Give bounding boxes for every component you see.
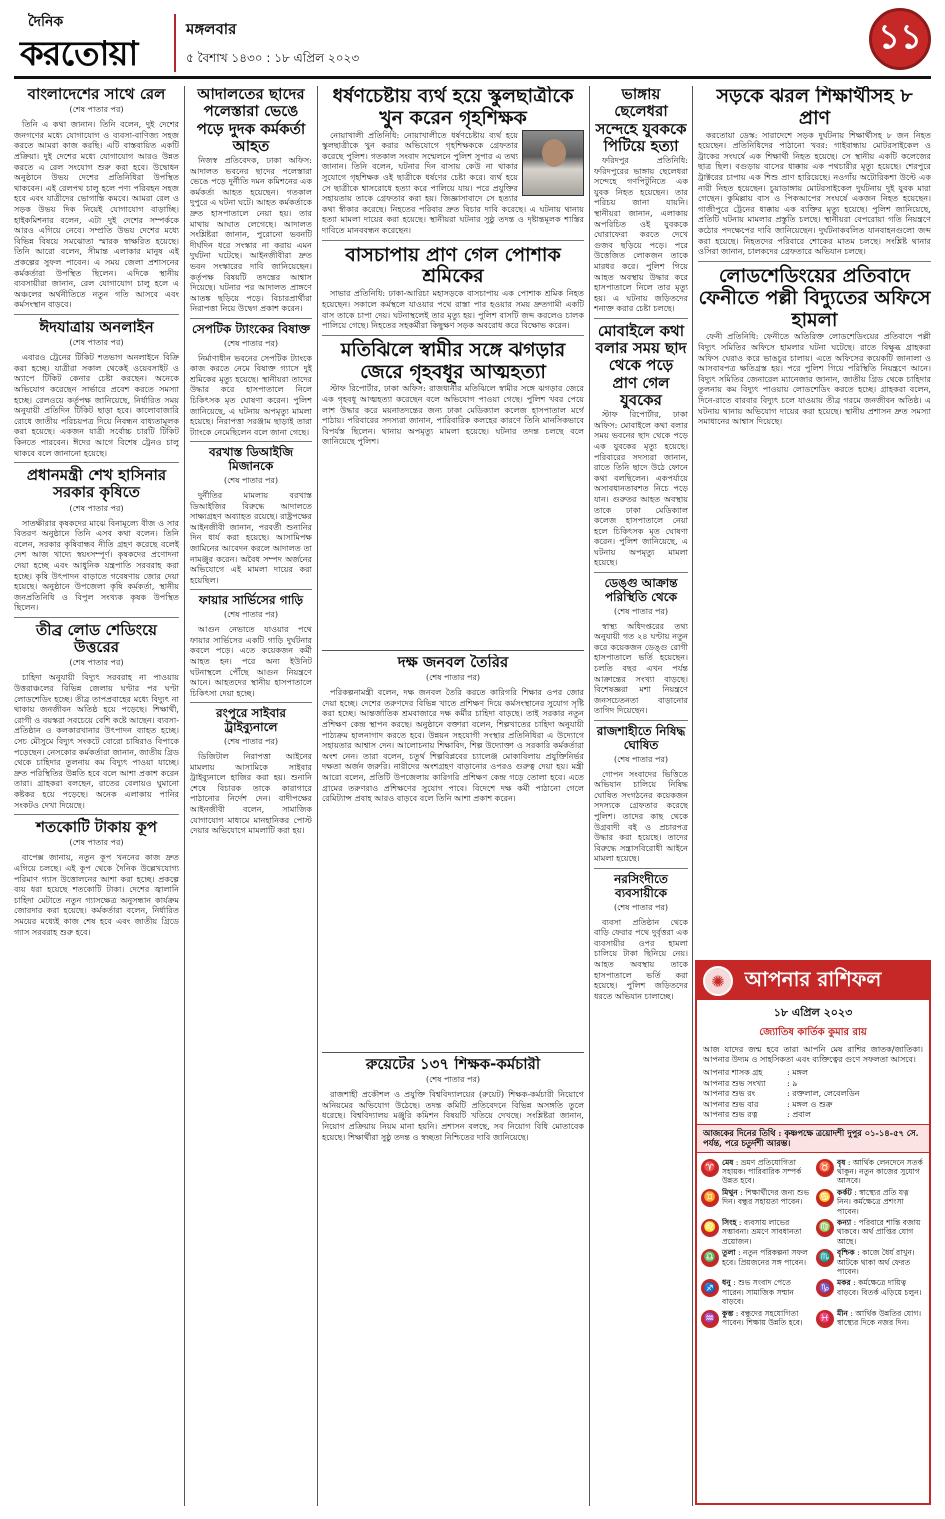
story-body xyxy=(14,119,179,310)
story-headline: দক্ষ জনবল তৈরির xyxy=(397,654,509,671)
story-paragraph: স্টাফ রিপোর্টার, ঢাকা অফিস: মোবাইলে কথা বলার সময় ভবনের ছাদ থেকে পড়ে এক যুবকের মৃত্যু হয়েছে। পরিবারের সদস্যরা জানান, রাতে তিনি ছাদে উঠে ফোনে কথা বলছিলেন। একপর্যায়ে অসাবধানতাবশত নিচে পড়ে যান। গুরুতর আহত অবস্থায় তাকে ঢাকা মেডিক্যাল কলেজ হাসপাতালে নেয়া হলে চিকিৎসক মৃত ঘোষণা করেন। পুলিশ জানিয়েছে, এ ঘটনায় অপমৃত্যু মামলা হয়েছে। xyxy=(594,409,688,568)
zodiac-sign-text: মিথুন : শিক্ষার্থীদের জন্য শুভ দিন। বন্ধুর সহায়তা পাবেন। xyxy=(722,1187,810,1207)
story-paragraph: সাভার প্রতিনিধি: ঢাকা-আরিচা মহাসড়কে বাসচাপায় এক পোশাক শ্রমিক নিহত হয়েছেন। সকালে কর্মস্থলে যাওয়ার পথে রাস্তা পার হওয়ার সময় দ্রুতগামী একটি বাস তাকে চাপা দেয়। ঘটনাস্থলেই তার মৃত্যু হয়। পুলিশ বাসটি জব্দ করলেও চালক পালিয়ে গেছে। নিহতের সহকর্মীরা কিছুক্ষণ সড়ক অবরোধ করে বিক্ষোভ করেন। xyxy=(322,288,584,331)
story-body xyxy=(594,917,688,1002)
story-headline: শতকোটি টাকায় কূপ xyxy=(36,818,157,837)
news-story xyxy=(14,319,179,458)
story-body xyxy=(594,769,688,864)
astrologer-name: জ্যোতিষ কার্তিক কুমার রায় xyxy=(759,1027,867,1038)
horoscope-title: আপনার রাশিফল xyxy=(744,966,882,991)
lucky-info-row xyxy=(703,1100,923,1111)
zodiac-sign-icon: ♍ xyxy=(816,1219,834,1237)
column-divider xyxy=(317,86,318,1506)
zodiac-sign-entry xyxy=(701,1218,810,1246)
story-body xyxy=(322,288,584,330)
zodiac-sign-icon: ♊ xyxy=(701,1189,719,1207)
story-body xyxy=(322,1089,584,1142)
lucky-value: : ৯ xyxy=(787,1078,798,1088)
zodiac-sign-entry xyxy=(701,1188,810,1216)
story-separator xyxy=(594,318,688,319)
lucky-value: : মঙ্গল xyxy=(787,1068,808,1077)
zodiac-sign-name: মেষ xyxy=(722,1157,734,1167)
news-story xyxy=(322,1056,584,1142)
story-body xyxy=(190,624,312,698)
news-story xyxy=(190,86,312,314)
story-headline: রাজশাহীতে নিষিদ্ধ ঘোষিত xyxy=(596,724,686,752)
news-story xyxy=(698,86,931,257)
zodiac-wheel-icon: ✺ xyxy=(703,966,733,996)
story-headline: মোবাইলে কথা বলার সময় ছাদ থেকে পড়ে প্রাণ গেল যুবকের xyxy=(595,321,687,409)
story-paragraph: নোয়াখালী প্রতিনিধি: নোয়াখালীতে ধর্ষণচেষ্টায় ব্যর্থ হয়ে স্কুলছাত্রীকে খুন করার অভিযোগে গৃহশিক্ষককে গ্রেফতার করেছে পুলিশ। গতকাল সংবাদ সম্মেলনে পুলিশ সুপার এ তথ্য জানান। তিনি বলেন, ঘটনার দিন বাসায় কেউ না থাকার সুযোগে গৃহশিক্ষক ওই ছাত্রীকে ধর্ষণের চেষ্টা করে। ব্যর্থ হয়ে সে ছাত্রীকে শ্বাসরোধে হত্যা করে পালিয়ে যায়। পরে প্রযুক্তির সহায়তায় তাকে গ্রেফতার করা হয়। জিজ্ঞাসাবাদে সে হত্যার কথা স্বীকার করেছে। নিহতের পরিবার দ্রুত বিচার দাবি করেছে। এ ঘটনায় থানায় হত্যা মামলা দায়ের করা হয়েছে। স্থানীয়রা ঘটনার সুষ্ঠু তদন্ত ও দৃষ্টান্তমূলক শাস্তির দাবিতে মানববন্ধন করেছেন। xyxy=(322,129,584,236)
zodiac-sign-icon: ♒ xyxy=(701,1310,719,1328)
lucky-value: : প্রবাল xyxy=(787,1110,811,1119)
newspaper-logo xyxy=(14,10,164,74)
zodiac-sign-text: ধনু : শুভ সংবাদ পেতে পারেন। সামাজিক সম্মান বাড়বে। xyxy=(722,1278,794,1307)
story-separator xyxy=(14,314,179,315)
news-story xyxy=(594,577,688,716)
continuation-note: (শেষ পাতার পর) xyxy=(223,476,279,486)
lucky-value: : রক্তলাল, লেবেলডিন xyxy=(787,1089,860,1098)
story-separator xyxy=(190,702,312,703)
news-story xyxy=(190,446,312,585)
zodiac-sign-forecast: কাজে ধৈর্য রাখুন। আটকে থাকা অর্থ ফেরত পাবেন। xyxy=(837,1248,915,1276)
issue-date: ৫ বৈশাখ ১৪৩০ : ১৮ এপ্রিল ২০২৩ xyxy=(186,51,360,65)
zodiac-sign-forecast: আর্থিক উন্নতির যোগ। স্বাস্থ্যের দিকে নজর দিন। xyxy=(837,1308,922,1327)
lucky-key: আপনার শুভ রত্ন xyxy=(703,1110,758,1119)
zodiac-sign-text: সিংহ : ব্যবসায় লাভের সম্ভাবনা। ভ্রমণে সাবধানতা প্রয়োজন। xyxy=(722,1217,802,1246)
story-separator xyxy=(190,318,312,319)
story-paragraph: ব্যবসা প্রতিষ্ঠান থেকে বাড়ি ফেরার পথে দুর্বৃত্তরা এক ব্যবসায়ীর ওপর হামলা চালিয়ে টাকা ছিনিয়ে নেয়। আহত অবস্থায় তাকে হাসপাতালে ভর্তি করা হয়েছে। পুলিশ জড়িতদের ধরতে অভিযান চালাচ্ছে। xyxy=(594,916,688,1001)
story-headline: ভাঙ্গায় ছেলেধরা সন্দেহে যুবককে পিটিয়ে হত্যা xyxy=(595,86,687,155)
zodiac-sign-forecast: বন্ধুদের সহযোগিতা পাবেন। শিক্ষায় উন্নতি হবে। xyxy=(722,1308,803,1327)
zodiac-sign-entry xyxy=(816,1218,925,1246)
continuation-note: (শেষ পাতার পর) xyxy=(69,338,124,348)
story-body xyxy=(190,490,312,585)
story-headline: বরখাস্ত ডিআইজি মিজানকে xyxy=(208,445,294,474)
zodiac-sign-forecast: নতুন পরিকল্পনা সফল হবে। প্রিয়জনের সঙ্গ পাবেন। xyxy=(722,1248,808,1267)
story-paragraph: নির্মাণাধীন ভবনের সেপটিক ট্যাংকে কাজ করতে নেমে বিষাক্ত গ্যাসে দুই শ্রমিকের মৃত্যু হয়েছে। স্থানীয়রা তাদের উদ্ধার করে হাসপাতালে নিলে চিকিৎসক মৃত ঘোষণা করেন। পুলিশ জানিয়েছে, এ ঘটনায় অপমৃত্যু মামলা হয়েছে। নিরাপত্তা সরঞ্জাম ছাড়াই তারা ট্যাংকে নেমেছিলেন বলে জানা গেছে। xyxy=(190,352,312,437)
news-story xyxy=(14,467,179,613)
lucky-info-row xyxy=(703,1089,923,1100)
continuation-note: (শেষ পাতার পর) xyxy=(613,606,669,616)
story-separator xyxy=(594,720,688,721)
zodiac-sign-icon: ♑ xyxy=(816,1279,834,1297)
zodiac-sign-entry xyxy=(701,1278,810,1306)
lucky-key: আপনার শুভ সংখ্যা xyxy=(703,1078,766,1088)
story-body xyxy=(322,130,584,236)
story-separator xyxy=(322,335,584,336)
continuation-note: (শেষ পাতার পর) xyxy=(223,736,279,746)
column-2 xyxy=(190,86,312,1506)
lucky-info-row xyxy=(703,1110,923,1121)
zodiac-sign-text: বৃশ্চিক : কাজে ধৈর্য রাখুন। আটকে থাকা অর্থ ফেরত পাবেন। xyxy=(837,1248,915,1276)
story-headline: ঈদযাত্রায় অনলাইন xyxy=(39,317,154,336)
story-separator xyxy=(190,589,312,590)
story-paragraph: এবারও ট্রেনের টিকিট শতভাগ অনলাইনে বিক্রি করা হচ্ছে। যাত্রীরা সকাল থেকেই ওয়েবসাইট ও অ্যাপে টিকিট কেনার চেষ্টা করছেন। অনেকে অভিযোগ করেছেন সার্ভারে প্রবেশ করতে সমস্যা হচ্ছে। রেলওয়ে কর্তৃপক্ষ জানিয়েছে, নির্ধারিত সময় অনুযায়ী প্রতিদিন টিকিট ছাড়া হবে। কালোবাজারি রোধে জাতীয় পরিচয়পত্র দিয়ে নিবন্ধন বাধ্যতামূলক করা হয়েছে। একজন যাত্রী সর্বোচ্চ চারটি টিকিট কিনতে পারবেন। ঈদের আগে বিশেষ ট্রেনও চালু থাকবে বলে জানানো হয়েছে। xyxy=(14,352,179,458)
zodiac-sign-name: কর্কট xyxy=(837,1187,852,1197)
story-body xyxy=(698,331,931,426)
story-paragraph: রাজশাহী প্রকৌশল ও প্রযুক্তি বিশ্ববিদ্যালয়ের (রুয়েট) শিক্ষক-কর্মচারী নিয়োগে অনিয়মের অভিযোগ উঠেছে। তদন্ত কমিটি প্রতিবেদনে বিভিন্ন অসঙ্গতি তুলে ধরেছে। বিশ্ববিদ্যালয় মঞ্জুরি কমিশন বিষয়টি খতিয়ে দেখছে। সংশ্লিষ্টরা জানান, নিয়োগ প্রক্রিয়ায় নিয়ম মানা হয়নি। প্রশাসন বলছে, সব নিয়োগ বিধি মোতাবেক হয়েছে। শিক্ষার্থীরা সুষ্ঠু তদন্ত ও স্বচ্ছতা নিশ্চিতের দাবি জানিয়েছে। xyxy=(322,1089,584,1142)
news-story xyxy=(698,266,931,427)
section-rule xyxy=(322,650,584,651)
story-headline: লোডশেডিংয়ের প্রতিবাদে ফেনীতে পল্লী বিদ্যুতের অফিসে হামলা xyxy=(698,264,931,331)
story-body xyxy=(14,672,179,810)
story-paragraph: স্টাফ রিপোর্টার, ঢাকা অফিস: রাজধানীর মতিঝিলে স্বামীর সঙ্গে ঝগড়ার জেরে এক গৃহবধূ আত্মহত্যা করেছেন বলে অভিযোগ পাওয়া গেছে। পুলিশ খবর পেয়ে লাশ উদ্ধার করে ময়নাতদন্তের জন্য ঢাকা মেডিক্যাল কলেজ হাসপাতাল মর্গে পাঠায়। পরিবারের সদস্যরা জানান, পারিবারিক কলহের কারণে তিনি মানসিকভাবে বিপর্যস্ত ছিলেন। থানায় অপমৃত্যু মামলা হয়েছে। ঘটনার তদন্ত চলছে বলে জানিয়েছে পুলিশ। xyxy=(322,383,584,447)
story-paragraph: স্বাস্থ্য অধিদপ্তরের তথ্য অনুযায়ী গত ২৪ ঘণ্টায় নতুন করে কয়েকজন ডেঙ্গু রোগী হাসপাতালে ভর্তি হয়েছেন। চলতি বছর এখন পর্যন্ত আক্রান্তের সংখ্যা বাড়ছে। বিশেষজ্ঞরা মশা নিয়ন্ত্রণে জনসচেতনতা বাড়ানোর তাগিদ দিয়েছেন। xyxy=(594,620,688,716)
section-rule xyxy=(322,1052,584,1053)
story-headline: বাংলাদেশের সাথে রেল xyxy=(27,86,166,103)
story-paragraph: ডিজিটাল নিরাপত্তা আইনের মামলায় আসামিকে সাইবার ট্রাইব্যুনালে হাজির করা হয়। শুনানি শেষে বিচারক তাকে কারাগারে পাঠানোর নির্দেশ দেন। বাদীপক্ষের আইনজীবী বলেন, সামাজিক যোগাযোগ মাধ্যমে মানহানিকর পোস্ট দেয়ার অভিযোগে মামলাটি করা হয়। xyxy=(190,750,312,836)
zodiac-sign-name: মকর xyxy=(837,1278,851,1288)
column-divider xyxy=(184,86,185,1506)
zodiac-sign-icon: ♈ xyxy=(701,1159,719,1177)
story-headline: ধর্ষণচেষ্টায় ব্যর্থ হয়ে স্কুলছাত্রীকে খুন করেন গৃহশিক্ষক xyxy=(332,86,574,129)
zodiac-sign-icon: ♉ xyxy=(816,1159,834,1177)
story-separator xyxy=(190,441,312,442)
story-headline: ডেঙ্গু আক্রান্ত পরিস্থিতি থেকে xyxy=(604,576,678,604)
news-story xyxy=(14,622,179,810)
photo-portrait xyxy=(522,130,584,196)
story-headline: রংপুরে সাইবার ট্রাইব্যুনালে xyxy=(216,706,286,735)
story-body xyxy=(190,751,312,836)
horoscope-box xyxy=(695,960,931,1505)
zodiac-sign-entry xyxy=(701,1158,810,1186)
zodiac-sign-entry xyxy=(701,1248,810,1276)
story-paragraph: ফেনী প্রতিনিধি: ফেনীতে অতিরিক্ত লোডশেডিংয়ের প্রতিবাদে পল্লী বিদ্যুৎ সমিতির অফিসে হামলার ঘটনা ঘটেছে। রাতে বিক্ষুব্ধ গ্রাহকরা অফিস ঘেরাও করে ভাঙচুর চালায়। এতে অফিসের কয়েকটি জানালা ও আসবাবপত্র ক্ষতিগ্রস্ত হয়। পরে পুলিশ গিয়ে পরিস্থিতি নিয়ন্ত্রণে আনে। বিদ্যুৎ সমিতির জেনারেল ম্যানেজার জানান, জাতীয় গ্রিড থেকে চাহিদার তুলনায় কম বিদ্যুৎ পাওয়ায় লোডশেডিং করতে হচ্ছে। গ্রাহকরা বলেন, দিনে-রাতে বারবার বিদ্যুৎ চলে যাওয়ায় তীব্র গরমে জনজীবন অতিষ্ঠ। এ ঘটনায় থানায় অভিযোগ দায়ের করা হয়েছে। স্থানীয় প্রশাসন দ্রুত সমস্যা সমাধানের আশ্বাস দিয়েছে। xyxy=(698,331,931,427)
story-headline: বাসচাপায় প্রাণ গেল পোশাক শ্রমিকের xyxy=(345,243,561,288)
lucky-info-list xyxy=(703,1068,923,1121)
zodiac-sign-forecast: শিক্ষার্থীদের জন্য শুভ দিন। বন্ধুর সহায়তা পাবেন। xyxy=(722,1187,810,1207)
today-tithi: আজকের দিনের তিথি : কৃষ্ণপক্ষে ত্রয়োদশী দুপুর ০১-১৪-৫৭ সে. পর্যন্ত, পরে চতুর্দশী আরম্ভ। xyxy=(697,1124,929,1153)
zodiac-sign-name: মিথুন xyxy=(722,1187,738,1197)
news-story xyxy=(190,707,312,835)
zodiac-sign-forecast: কর্মক্ষেত্রে দায়িত্ব বাড়বে। বিতর্ক এড়িয়ে চলুন। xyxy=(837,1278,922,1297)
story-paragraph: ফরিদপুর প্রতিনিধি: ফরিদপুরের ভাঙ্গায় ছেলেধরা সন্দেহে গণপিটুনিতে এক যুবক নিহত হয়েছেন। তার পরিচয় জানা যায়নি। স্থানীয়রা জানান, এলাকায় অপরিচিত ওই যুবককে ঘোরাফেরা করতে দেখে গুজব ছড়িয়ে পড়ে। পরে উত্তেজিত লোকজন তাকে মারধর করে। পুলিশ গিয়ে আহত অবস্থায় উদ্ধার করে হাসপাতালে নিলে তার মৃত্যু হয়। এ ঘটনায় জড়িতদের শনাক্ত করার চেষ্টা চলছে। xyxy=(594,155,688,314)
masthead-rule xyxy=(14,76,931,79)
column-4 xyxy=(594,86,688,1506)
story-body xyxy=(14,852,179,937)
story-separator xyxy=(594,868,688,869)
story-body xyxy=(594,621,688,716)
zodiac-sign-name: সিংহ xyxy=(722,1217,737,1227)
zodiac-sign-entry xyxy=(816,1278,925,1306)
story-separator xyxy=(594,572,688,573)
zodiac-sign-name: মীন xyxy=(837,1308,848,1318)
continuation-note: (শেষ পাতার পর) xyxy=(69,105,124,115)
horoscope-date: ১৮ এপ্রিল ২০২৩ xyxy=(773,1006,853,1019)
story-headline: তীব্র লোড শেডিংয়ে উত্তরের xyxy=(36,620,157,657)
continuation-note: (শেষ পাতার পর) xyxy=(613,902,669,912)
zodiac-sign-entry xyxy=(701,1309,810,1328)
masthead xyxy=(14,10,931,82)
story-paragraph: আগুন নেভাতে যাওয়ার পথে ফায়ার সার্ভিসের একটি গাড়ি দুর্ঘটনার কবলে পড়ে। এতে কয়েকজন কর্মী আহত হন। পরে অন্য ইউনিট ঘটনাস্থলে পৌঁছে আগুন নিয়ন্ত্রণে আনে। আহতদের স্থানীয় হাসপাতালে চিকিৎসা দেয়া হচ্ছে। xyxy=(190,624,312,698)
story-ruet-teachers xyxy=(322,1056,584,1506)
horoscope-banner xyxy=(697,962,929,1000)
zodiac-sign-text: বৃষ : আর্থিক লেনদেনে সতর্ক থাকুন। নতুন কাজের সুযোগ আসবে। xyxy=(837,1157,923,1186)
story-paragraph: চাহিদা অনুযায়ী বিদ্যুৎ সরবরাহ না পাওয়ায় উত্তরাঞ্চলের বিভিন্ন জেলায় ঘণ্টার পর ঘণ্টা লোডশেডিং হচ্ছে। তীব্র তাপপ্রবাহের মধ্যে বিদ্যুৎ না থাকায় জনজীবন অতিষ্ঠ হয়ে পড়েছে। শিক্ষার্থী, রোগী ও বয়স্করা সবচেয়ে বেশি কষ্টে আছেন। ব্যবসা-প্রতিষ্ঠান ও কলকারখানার উৎপাদন ব্যাহত হচ্ছে। সেচ মৌসুমে বিদ্যুৎ সংকটে বোরো চাষিরাও বিপাকে পড়েছেন। নেসকোর কর্মকর্তারা জানান, জাতীয় গ্রিড থেকে চাহিদার তুলনায় কম বিদ্যুৎ পাওয়া যাচ্ছে। দ্রুত পরিস্থিতির উন্নতি হবে বলে আশা প্রকাশ করেন তারা। গ্রাহকরা বলছেন, রাতের বেলায়ও ঘুমানো কষ্টকর হয়ে পড়েছে। অনেক এলাকায় পানির সংকটও দেখা দিয়েছে। xyxy=(14,672,179,810)
story-separator xyxy=(14,814,179,815)
zodiac-sign-forecast: ব্যবসায় লাভের সম্ভাবনা। ভ্রমণে সাবধানতা প্রয়োজন। xyxy=(722,1217,802,1246)
zodiac-sign-forecast: স্বাস্থ্যের প্রতি যত্ন নিন। কর্মক্ষেত্রে প্রশংসা পাবেন। xyxy=(837,1187,909,1216)
story-headline: সড়কে ঝরল শিক্ষার্থীসহ ৮ প্রাণ xyxy=(716,86,913,129)
face-shape xyxy=(542,139,566,167)
continuation-note: (শেষ পাতার পর) xyxy=(223,338,279,348)
story-separator xyxy=(14,617,179,618)
news-story xyxy=(190,594,312,698)
story-paragraph: পরিকল্পনামন্ত্রী বলেন, দক্ষ জনবল তৈরি করতে কারিগরি শিক্ষার ওপর জোর দেয়া হচ্ছে। দেশের তরুণদের বিভিন্ন খাতে প্রশিক্ষণ দিয়ে কর্মসংস্থানের সুযোগ সৃষ্টি করা হচ্ছে। আন্তর্জাতিক শ্রমবাজারে দক্ষ কর্মীর চাহিদা বাড়ছে। তাই সরকার নতুন প্রশিক্ষণ কেন্দ্র স্থাপন করছে। অনুষ্ঠানে বক্তারা বলেন, শিল্পখাতের চাহিদা অনুযায়ী পাঠ্যক্রম হালনাগাদ করতে হবে। উন্নয়ন সহযোগী সংস্থার প্রতিনিধিরা এ উদ্যোগে সহায়তার আশ্বাস দেন। আলোচনায় শিক্ষাবিদ, শিল্প উদ্যোক্তা ও সরকারি কর্মকর্তারা অংশ নেন। তারা বলেন, চতুর্থ শিল্পবিপ্লবের চ্যালেঞ্জ মোকাবিলায় প্রযুক্তিনির্ভর দক্ষতা অর্জন জরুরি। নারীদের অংশগ্রহণ বাড়ানোর ওপরও গুরুত্ব দেয়া হয়। মন্ত্রী আরো বলেন, প্রতিটি উপজেলায় কারিগরি প্রশিক্ষণ কেন্দ্র গড়ে তোলা হবে। এতে গ্রামের তরুণরাও প্রশিক্ষণের সুযোগ পাবে। বিদেশে দক্ষ কর্মী পাঠানো গেলে রেমিট্যান্স প্রবাহ আরও বাড়বে বলে তিনি আশা প্রকাশ করেন। xyxy=(322,687,584,804)
column-3-top xyxy=(322,86,584,648)
news-story xyxy=(594,725,688,864)
story-body xyxy=(322,383,584,447)
zodiac-sign-icon: ♋ xyxy=(816,1189,834,1207)
zodiac-sign-text: মকর : কর্মক্ষেত্রে দায়িত্ব বাড়বে। বিতর্ক এড়িয়ে চলুন। xyxy=(837,1278,922,1297)
story-paragraph: সাতক্ষীরার কৃষকদের মাঝে বিনামূল্যে বীজ ও সার বিতরণ অনুষ্ঠানে তিনি এসব কথা বলেন। তিনি বলেন, সরকার কৃষিবান্ধব নীতি গ্রহণ করেছে বলেই দেশ আজ খাদ্যে স্বয়ংসম্পূর্ণ। কৃষকদের প্রণোদনা দেয়া হচ্ছে এবং আধুনিক যন্ত্রপাতি সরবরাহ করা হচ্ছে। কৃষি উৎপাদন বাড়াতে গবেষণায় জোর দেয়া হয়েছে। অনুষ্ঠানে উপজেলা কৃষি কর্মকর্তা, স্থানীয় জনপ্রতিনিধি ও বিপুল সংখ্যক কৃষক উপস্থিত ছিলেন। xyxy=(14,517,179,613)
story-body xyxy=(322,687,584,804)
continuation-note: (শেষ পাতার পর) xyxy=(613,754,669,764)
masthead-divider xyxy=(174,14,176,72)
zodiac-sign-name: তুলা xyxy=(722,1248,736,1258)
logo-big-text: করতোয়া xyxy=(20,34,138,74)
story-headline: রুয়েটের ১৩৭ শিক্ষক-কর্মচারী xyxy=(365,1056,541,1073)
zodiac-sign-text: মীন : আর্থিক উন্নতির যোগ। স্বাস্থ্যের দিকে নজর দিন। xyxy=(837,1308,922,1327)
story-headline: আদালতের ছাদের পলেস্তারা ভেঙে পড়ে দুদক কর্মকর্তা আহত xyxy=(196,86,306,155)
zodiac-sign-text: মেষ : ভ্রমণ প্রতিযোগিতা সহায়ক। পারিবারিক সম্পর্ক উন্নত হবে। xyxy=(722,1157,802,1186)
zodiac-sign-name: কন্যা xyxy=(837,1217,852,1227)
zodiac-signs-grid xyxy=(697,1156,929,1330)
story-paragraph: বাপেক্স জানায়, নতুন কূপ খননের কাজ দ্রুত এগিয়ে চলছে। এই কূপ থেকে দৈনিক উল্লেখযোগ্য পরিমাণ গ্যাস উত্তোলনের আশা করা হচ্ছে। প্রকল্পে ব্যয় ধরা হয়েছে শতকোটি টাকা। দেশের জ্বালানি চাহিদা মেটাতে নতুন গ্যাসক্ষেত্র অনুসন্ধান কার্যক্রম জোরদার করা হয়েছে। কর্মকর্তারা বলেন, নির্ধারিত সময়ের মধ্যেই কাজ শেষ হবে এবং জাতীয় গ্রিডে গ্যাস সরবরাহ শুরু হবে। xyxy=(14,852,179,937)
news-story xyxy=(594,323,688,568)
zodiac-sign-name: বৃষ xyxy=(837,1157,846,1167)
continuation-note: (শেষ পাতার পর) xyxy=(69,838,124,848)
zodiac-sign-forecast: আর্থিক লেনদেনে সতর্ক থাকুন। নতুন কাজের সুযোগ আসবে। xyxy=(837,1157,923,1186)
column-1 xyxy=(14,86,179,1506)
story-body xyxy=(190,155,312,314)
story-headline: নরসিংদীতে ব্যবসায়ীকে xyxy=(614,871,668,900)
news-story xyxy=(190,323,312,438)
zodiac-sign-forecast: শুভ সংবাদ পেতে পারেন। সামাজিক সম্মান বাড়বে। xyxy=(722,1278,794,1307)
news-story xyxy=(594,873,688,1001)
column-divider xyxy=(589,86,590,1506)
lucky-key: আপনার শুভ বার xyxy=(703,1099,759,1109)
continuation-note: (শেষ পাতার পর) xyxy=(425,673,481,683)
news-story xyxy=(594,86,688,314)
story-separator xyxy=(322,240,584,241)
continuation-note: (শেষ পাতার পর) xyxy=(69,503,124,513)
column-5 xyxy=(698,86,931,954)
lucky-key: আপনার শুভ রং xyxy=(703,1089,756,1098)
zodiac-sign-name: বৃশ্চিক xyxy=(837,1248,855,1258)
zodiac-sign-name: ধনু xyxy=(722,1278,731,1288)
news-story xyxy=(322,654,584,804)
story-body xyxy=(14,352,179,458)
story-paragraph: তিনি এ কথা জানান। তিনি বলেন, দুই দেশের জনগণের মধ্যে যোগাযোগ ও ব্যবসা-বাণিজ্য সহজ করতে আমরা কাজ করছি। এটি বাস্তবায়িত একটি প্রক্রিয়া। দুই দেশের মধ্যে যোগাযোগ আরও উন্নত করতে এ রেল সংযোগ শুরু করা হবে। উদ্বোধন অনুষ্ঠানে উভয় দেশের প্রতিনিধিরা উপস্থিত থাকবেন। এই রেলপথ চালু হলে পণ্য পরিবহন সহজ হবে এবং যাত্রীদের ভোগান্তি কমবে। আমরা রেল ও সড়ক উভয় দিক নিয়েই যোগাযোগ বাড়াচ্ছি। হাইকমিশনার বলেন, এটা দুই দেশের সম্পর্ককে আরও এগিয়ে নেবে। সম্প্রতি উভয় দেশের মধ্যে বিভিন্ন বিষয়ে সমঝোতা স্মারক স্বাক্ষরিত হয়েছে। তিনি আরো বলেন, সীমান্ত এলাকার মানুষ এই প্রকল্পের সুফল পাবেন। এ সময় জেলা প্রশাসনের কর্মকর্তারা উপস্থিত ছিলেন। এদিকে স্থানীয় ব্যবসায়ীরা জানান, রেল যোগাযোগ চালু হলে এ অঞ্চলের অর্থনীতিতে নতুন গতি আসবে এবং কর্মসংস্থান বাড়বে। xyxy=(14,119,179,310)
story-body xyxy=(698,130,931,257)
story-paragraph: গোপন সংবাদের ভিত্তিতে অভিযান চালিয়ে নিষিদ্ধ ঘোষিত সংগঠনের কয়েকজন সদস্যকে গ্রেফতার করেছে পুলিশ। তাদের কাছ থেকে উগ্রবাদী বই ও প্রচারপত্র উদ্ধার করা হয়েছে। তাদের বিরুদ্ধে সন্ত্রাসবিরোধী আইনে মামলা হয়েছে। xyxy=(594,768,688,864)
story-headline: মতিঝিলে স্বামীর সঙ্গে ঝগড়ার জেরে গৃহবধূর আত্মহত্যা xyxy=(340,338,566,383)
zodiac-sign-icon: ♐ xyxy=(701,1279,719,1297)
continuation-note: (শেষ পাতার পর) xyxy=(223,610,279,620)
logo-small-text: দৈনিক xyxy=(28,14,64,30)
story-body xyxy=(594,155,688,314)
lucky-key: আপনার শাসক গ্রহ xyxy=(703,1068,763,1077)
story-headline: ফায়ার সার্ভিসের গাড়ি xyxy=(198,593,304,608)
story-paragraph: দুর্নীতির মামলায় বরখাস্ত ডিআইজির বিরুদ্ধে আদালতে সাক্ষ্যগ্রহণ অব্যাহত রয়েছে। রাষ্ট্রপক্ষের আইনজীবী জানান, পরবর্তী শুনানির দিন ধার্য করা হয়েছে। আসামিপক্ষ জামিনের আবেদন করলে আদালত তা নামঞ্জুর করেন। অবৈধ সম্পদ অর্জনের অভিযোগে এই মামলা দায়ের করা হয়েছিল। xyxy=(190,490,312,585)
news-story xyxy=(322,245,584,331)
story-body xyxy=(190,353,312,438)
zodiac-sign-icon: ♌ xyxy=(701,1219,719,1237)
zodiac-sign-text: তুলা : নতুন পরিকল্পনা সফল হবে। প্রিয়জনের সঙ্গ পাবেন। xyxy=(722,1248,808,1267)
zodiac-sign-entry xyxy=(816,1158,925,1186)
lucky-info-row xyxy=(703,1079,923,1090)
news-story xyxy=(322,340,584,447)
zodiac-sign-forecast: পরিবারে শান্তি বজায় থাকবে। অর্থ প্রাপ্তির যোগ আছে। xyxy=(837,1217,921,1246)
zodiac-sign-icon: ♎ xyxy=(701,1249,719,1267)
zodiac-sign-forecast: ভ্রমণ প্রতিযোগিতা সহায়ক। পারিবারিক সম্পর্ক উন্নত হবে। xyxy=(722,1157,802,1186)
zodiac-sign-text: কর্কট : স্বাস্থ্যের প্রতি যত্ন নিন। কর্মক্ষেত্রে প্রশংসা পাবেন। xyxy=(837,1187,909,1216)
issue-day: মঙ্গলবার xyxy=(186,20,237,38)
zodiac-sign-icon: ♓ xyxy=(816,1310,834,1328)
story-headline: সেপটিক ট্যাংকের বিষাক্ত xyxy=(191,321,310,336)
continuation-note: (শেষ পাতার পর) xyxy=(69,658,124,668)
story-separator xyxy=(14,462,179,463)
story-skilled-manpower xyxy=(322,654,584,1050)
continuation-note: (শেষ পাতার পর) xyxy=(425,1075,481,1085)
horoscope-intro: আজ যাদের জন্ম হবে তারা আপনি মেষ রাশির জাতক/জাতিকা। আপনার উদ্যম ও সাহসিকতা এবং ব্যক্তিত্বের গুণে সফলতা আসবে। xyxy=(703,1045,923,1064)
lucky-value: : মঙ্গল ও শুক্র xyxy=(787,1099,833,1109)
zodiac-sign-entry xyxy=(816,1248,925,1276)
zodiac-sign-entry xyxy=(816,1188,925,1216)
story-headline: প্রধানমন্ত্রী শেখ হাসিনার সরকার কৃষিতে xyxy=(26,466,167,502)
news-story xyxy=(14,86,179,310)
zodiac-sign-text: কন্যা : পরিবারে শান্তি বজায় থাকবে। অর্থ প্রাপ্তির যোগ আছে। xyxy=(837,1217,921,1246)
column-divider xyxy=(692,86,693,1506)
story-body xyxy=(594,409,688,568)
zodiac-sign-name: কুম্ভ xyxy=(722,1308,734,1318)
story-paragraph: নিজস্ব প্রতিবেদক, ঢাকা অফিস: আদালত ভবনের ছাদের পলেস্তারা ভেঙে পড়ে দুর্নীতি দমন কমিশনের এক কর্মকর্তা আহত হয়েছেন। গতকাল দুপুরে এ ঘটনা ঘটে। আহত কর্মকর্তাকে দ্রুত হাসপাতালে নেয়া হয়। তার মাথায় আঘাত লেগেছে। আদালত সংশ্লিষ্টরা জানান, পুরোনো ভবনটি দীর্ঘদিন ধরে সংস্কার না করায় এমন দুর্ঘটনা ঘটেছে। আইনজীবীরা দ্রুত ভবন সংস্কারের দাবি জানিয়েছেন। কর্তৃপক্ষ বিষয়টি তদন্তের আশ্বাস দিয়েছে। ঘটনার পর আদালত প্রাঙ্গণে আতঙ্ক ছড়িয়ে পড়ে। বিচারপ্রার্থীরা নিরাপত্তা নিয়ে উদ্বেগ প্রকাশ করেন। xyxy=(190,155,312,314)
news-story xyxy=(322,86,584,236)
zodiac-sign-entry xyxy=(816,1309,925,1328)
story-paragraph: করতোয়া ডেস্ক: সারাদেশে সড়ক দুর্ঘটনায় শিক্ষার্থীসহ ৮ জন নিহত হয়েছেন। প্রতিনিধিদের পাঠানো খবর: গাইবান্ধায় মোটরসাইকেল ও ট্রাকের সংঘর্ষে এক শিক্ষার্থী নিহত হয়েছে। সে স্থানীয় একটি কলেজের ছাত্র ছিল। বগুড়ায় বাসের ধাক্কায় এক পথচারীর মৃত্যু হয়েছে। শেরপুরে ট্রাক্টরের চাপায় এক শিশু প্রাণ হারিয়েছে। নওগাঁয় অটোরিকশা উল্টে এক নারী নিহত হয়েছেন। চুয়াডাঙ্গায় মোটরসাইকেল দুর্ঘটনায় দুই যুবক মারা গেছেন। কুমিল্লায় বাস ও পিকআপের সংঘর্ষে একজন নিহত হয়েছেন। গাজীপুরে ট্রেনের ধাক্কায় এক ব্যক্তির মৃত্যু হয়েছে। পুলিশ জানিয়েছে, প্রতিটি ঘটনায় মামলার প্রস্তুতি চলছে। স্থানীয়রা বেপরোয়া গতি নিয়ন্ত্রণে কঠোর পদক্ষেপের দাবি জানিয়েছেন। দুর্ঘটনাকবলিত যানবাহনগুলো জব্দ করা হয়েছে। নিহতদের পরিবারে শোকের মাতম চলছে। সংশ্লিষ্ট থানার ওসিরা জানান, চালকদের গ্রেফতারে অভিযান চলছে। xyxy=(698,129,931,257)
story-separator xyxy=(698,261,931,262)
story-body xyxy=(14,518,179,613)
page-number-badge: ১১ xyxy=(869,8,931,70)
zodiac-sign-text: কুম্ভ : বন্ধুদের সহযোগিতা পাবেন। শিক্ষায় উন্নতি হবে। xyxy=(722,1308,803,1327)
zodiac-sign-icon: ♏ xyxy=(816,1249,834,1267)
lucky-info-row xyxy=(703,1068,923,1079)
news-story xyxy=(14,819,179,937)
